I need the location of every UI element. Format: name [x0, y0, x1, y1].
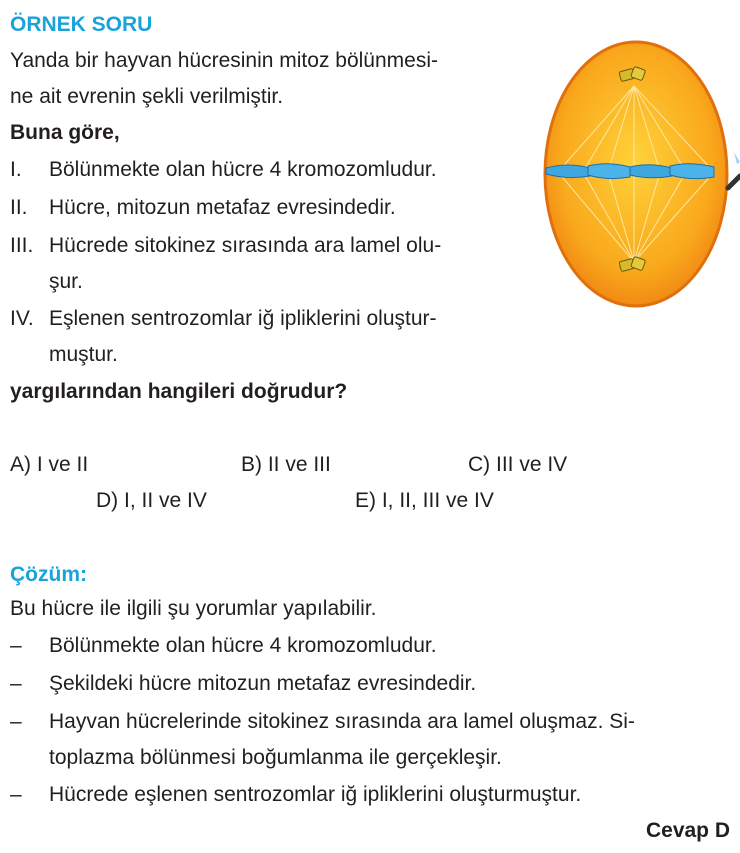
question-lead: Buna göre, — [10, 121, 120, 144]
statement-text: Eşlenen sentrozomlar iğ ipliklerini oluştur- — [49, 307, 437, 330]
statement-text: Bölünmekte olan hücre 4 kromozomludur. — [49, 158, 437, 181]
statement-text: Hücre, mitozun metafaz evresindedir. — [49, 196, 396, 219]
solution-item-text: toplazma bölünmesi boğumlanma ile gerçekleşir. — [49, 746, 502, 769]
example-question-heading: ÖRNEK SORU — [10, 13, 153, 36]
question-prompt: yargılarından hangileri doğrudur? — [10, 380, 348, 403]
statement-text: Hücrede sitokinez sırasında ara lamel olu- — [49, 234, 442, 257]
answer-label: Cevap D — [645, 819, 730, 842]
option-e[interactable]: E) I, II, III ve IV — [355, 489, 494, 512]
solution-item-text: Hücrede eşlenen sentrozomlar iğ ipliklerini oluşturmuştur. — [49, 783, 582, 806]
bullet-dash: – — [10, 783, 22, 806]
option-c[interactable]: C) III ve IV — [468, 453, 568, 476]
option-d[interactable]: D) I, II ve IV — [96, 489, 207, 512]
bullet-dash: – — [10, 672, 22, 695]
option-b[interactable]: B) II ve III — [241, 453, 331, 476]
statement-number: II. — [10, 196, 28, 219]
solution-item-text: Bölünmekte olan hücre 4 kromozomludur. — [49, 634, 437, 657]
statement-number: I. — [10, 158, 22, 181]
option-a[interactable]: A) I ve II — [10, 453, 89, 476]
statement-text: şur. — [49, 270, 83, 293]
bullet-dash: – — [10, 710, 22, 733]
solution-heading: Çözüm: — [10, 563, 87, 586]
question-intro-line-1: Yanda bir hayvan hücresinin mitoz bölünmesi- — [10, 49, 438, 72]
metaphase-cell-figure — [538, 34, 740, 312]
statement-text: muştur. — [49, 343, 118, 366]
bullet-dash: – — [10, 634, 22, 657]
question-intro-line-2: ne ait evrenin şekli verilmiştir. — [10, 85, 284, 108]
statement-number: IV. — [10, 307, 34, 330]
solution-item-text: Hayvan hücrelerinde sitokinez sırasında ara lamel oluşmaz. Si- — [49, 710, 635, 733]
pointer-icon — [728, 152, 740, 188]
statement-number: III. — [10, 234, 34, 257]
solution-item-text: Şekildeki hücre mitozun metafaz evresindedir. — [49, 672, 477, 695]
solution-intro: Bu hücre ile ilgili şu yorumlar yapılabilir. — [10, 597, 377, 620]
